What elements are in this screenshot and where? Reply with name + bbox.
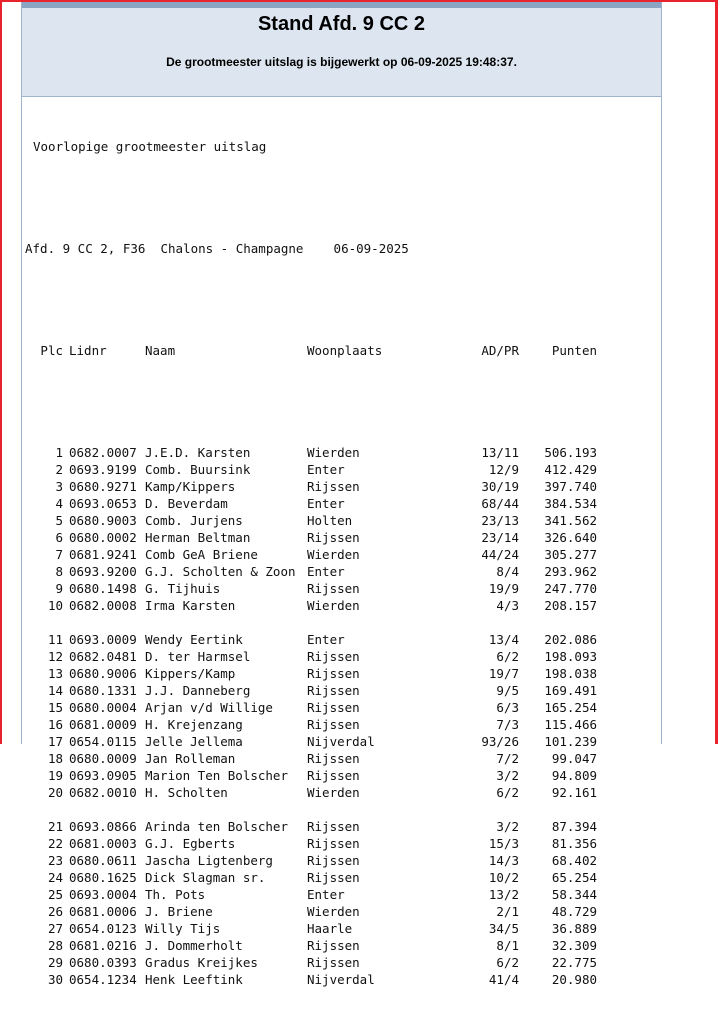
city-cell: Rijssen — [307, 751, 360, 766]
results-panel — [21, 2, 662, 987]
city-cell: Rijssen — [307, 819, 360, 834]
points-cell: 32.309 — [551, 938, 597, 953]
adpr-cell: 14/3 — [488, 853, 519, 868]
window-frame-left — [0, 0, 2, 744]
name-cell: Comb GeA Briene — [145, 547, 258, 562]
lidnr-cell: 0682.0010 — [69, 785, 137, 800]
name-cell: Dick Slagman sr. — [145, 870, 266, 885]
place-cell: 8 — [55, 564, 63, 579]
place-cell: 7 — [55, 547, 63, 562]
points-cell: 506.193 — [544, 445, 597, 460]
place-cell: 11 — [47, 632, 63, 647]
column-header-woonplaats: Woonplaats — [307, 343, 383, 358]
name-cell: H. Scholten — [145, 785, 228, 800]
race-info: Afd. 9 CC 2, F36 Chalons - Champagne 06-09-2025 — [25, 241, 409, 256]
place-cell: 17 — [47, 734, 63, 749]
adpr-cell: 8/4 — [496, 564, 519, 579]
lidnr-cell: 0680.0393 — [69, 955, 137, 970]
adpr-cell: 7/3 — [496, 717, 519, 732]
adpr-cell: 30/19 — [481, 479, 519, 494]
city-cell: Rijssen — [307, 530, 360, 545]
name-cell: Marion Ten Bolscher — [145, 768, 288, 783]
place-cell: 30 — [47, 972, 63, 987]
adpr-cell: 12/9 — [488, 462, 519, 477]
table-row — [25, 750, 597, 767]
city-cell: Nijverdal — [307, 734, 375, 749]
lidnr-cell: 0680.1498 — [69, 581, 137, 596]
table-row — [25, 699, 597, 716]
place-cell: 12 — [47, 649, 63, 664]
place-cell: 5 — [55, 513, 63, 528]
table-row — [25, 631, 597, 648]
adpr-cell: 2/1 — [496, 904, 519, 919]
place-cell: 18 — [47, 751, 63, 766]
name-cell: J.E.D. Karsten — [145, 445, 251, 460]
lidnr-cell: 0680.1625 — [69, 870, 137, 885]
table-row — [25, 937, 597, 954]
page-title: Stand Afd. 9 CC 2 — [257, 13, 426, 35]
adpr-cell: 6/2 — [496, 955, 519, 970]
table-row — [25, 818, 597, 835]
name-cell: H. Krejenzang — [145, 717, 243, 732]
place-cell: 29 — [47, 955, 63, 970]
city-cell: Wierden — [307, 445, 360, 460]
points-cell: 293.962 — [544, 564, 597, 579]
adpr-cell: 15/3 — [488, 836, 519, 851]
adpr-cell: 19/9 — [488, 581, 519, 596]
table-row — [25, 563, 597, 580]
lidnr-cell: 0680.9003 — [69, 513, 137, 528]
city-cell: Enter — [307, 632, 345, 647]
lidnr-cell: 0680.9271 — [69, 479, 137, 494]
points-cell: 169.491 — [544, 683, 597, 698]
adpr-cell: 93/26 — [481, 734, 519, 749]
adpr-cell: 6/2 — [496, 785, 519, 800]
place-cell: 25 — [47, 887, 63, 902]
adpr-cell: 23/14 — [481, 530, 519, 545]
points-cell: 305.277 — [544, 547, 597, 562]
adpr-cell: 8/1 — [496, 938, 519, 953]
adpr-cell: 3/2 — [496, 819, 519, 834]
name-cell: Irma Karsten — [145, 598, 236, 613]
adpr-cell: 44/24 — [481, 547, 519, 562]
name-cell: J. Briene — [145, 904, 213, 919]
adpr-cell: 6/3 — [496, 700, 519, 715]
column-header-punten: Punten — [551, 343, 597, 358]
column-header-row — [25, 342, 597, 359]
city-cell: Holten — [307, 513, 353, 528]
group-spacer — [25, 801, 597, 818]
table-row — [25, 546, 597, 563]
table-row — [25, 444, 597, 461]
name-cell: J. Dommerholt — [145, 938, 243, 953]
points-cell: 208.157 — [544, 598, 597, 613]
place-cell: 23 — [47, 853, 63, 868]
table-row — [25, 733, 597, 750]
city-cell: Enter — [307, 564, 345, 579]
name-cell: Arinda ten Bolscher — [145, 819, 288, 834]
lidnr-cell: 0680.9006 — [69, 666, 137, 681]
city-cell: Rijssen — [307, 836, 360, 851]
lidnr-cell: 0693.9199 — [69, 462, 137, 477]
lidnr-cell: 0693.9200 — [69, 564, 137, 579]
group-spacer — [25, 614, 597, 631]
name-cell: Henk Leeftink — [145, 972, 243, 987]
table-row — [25, 665, 597, 682]
table-row — [25, 869, 597, 886]
lidnr-cell: 0680.0004 — [69, 700, 137, 715]
name-cell: Herman Beltman — [145, 530, 251, 545]
name-cell: D. ter Harmsel — [145, 649, 251, 664]
name-cell: Gradus Kreijkes — [145, 955, 258, 970]
adpr-cell: 13/11 — [481, 445, 519, 460]
lidnr-cell: 0680.1331 — [69, 683, 137, 698]
place-cell: 14 — [47, 683, 63, 698]
points-cell: 68.402 — [551, 853, 597, 868]
place-cell: 13 — [47, 666, 63, 681]
place-cell: 20 — [47, 785, 63, 800]
points-cell: 94.809 — [551, 768, 597, 783]
city-cell: Rijssen — [307, 768, 360, 783]
points-cell: 165.254 — [544, 700, 597, 715]
points-cell: 341.562 — [544, 513, 597, 528]
lidnr-cell: 0654.0123 — [69, 921, 137, 936]
place-cell: 21 — [47, 819, 63, 834]
city-cell: Rijssen — [307, 683, 360, 698]
name-cell: Willy Tijs — [145, 921, 221, 936]
points-cell: 412.429 — [544, 462, 597, 477]
lidnr-cell: 0693.0653 — [69, 496, 137, 511]
adpr-cell: 13/4 — [488, 632, 519, 647]
column-header-naam: Naam — [145, 343, 176, 358]
points-cell: 58.344 — [551, 887, 597, 902]
report-heading: Voorlopige grootmeester uitslag — [33, 139, 267, 154]
lidnr-cell: 0682.0008 — [69, 598, 137, 613]
table-row — [25, 648, 597, 665]
name-cell: Comb. Jurjens — [145, 513, 243, 528]
city-cell: Haarle — [307, 921, 353, 936]
points-cell: 326.640 — [544, 530, 597, 545]
adpr-cell: 13/2 — [488, 887, 519, 902]
table-row — [25, 597, 597, 614]
lidnr-cell: 0693.0004 — [69, 887, 137, 902]
city-cell: Wierden — [307, 904, 360, 919]
name-cell: Arjan v/d Willige — [145, 700, 273, 715]
adpr-cell: 34/5 — [488, 921, 519, 936]
name-cell: Jascha Ligtenberg — [145, 853, 273, 868]
points-cell: 115.466 — [544, 717, 597, 732]
results-rows — [25, 444, 597, 988]
city-cell: Enter — [307, 887, 345, 902]
spacer — [25, 189, 597, 206]
city-cell: Wierden — [307, 785, 360, 800]
place-cell: 26 — [47, 904, 63, 919]
city-cell: Rijssen — [307, 870, 360, 885]
name-cell: Comb. Buursink — [145, 462, 251, 477]
city-cell: Wierden — [307, 547, 360, 562]
lidnr-cell: 0681.9241 — [69, 547, 137, 562]
lidnr-cell: 0681.0006 — [69, 904, 137, 919]
lidnr-cell: 0682.0481 — [69, 649, 137, 664]
city-cell: Enter — [307, 496, 345, 511]
points-cell: 20.980 — [551, 972, 597, 987]
name-cell: Th. Pots — [145, 887, 206, 902]
table-row — [25, 478, 597, 495]
column-header-lidnr: Lidnr — [69, 343, 107, 358]
adpr-cell: 19/7 — [488, 666, 519, 681]
city-cell: Rijssen — [307, 938, 360, 953]
table-row — [25, 580, 597, 597]
city-cell: Wierden — [307, 598, 360, 613]
name-cell: G.J. Egberts — [145, 836, 236, 851]
update-notice: De grootmeester uitslag is bijgewerkt op 06-09-2025 19:48:37. — [166, 55, 517, 69]
table-row — [25, 716, 597, 733]
column-header-adpr: AD/PR — [481, 343, 519, 358]
points-cell: 81.356 — [551, 836, 597, 851]
city-cell: Rijssen — [307, 649, 360, 664]
name-cell: Kamp/Kippers — [145, 479, 236, 494]
lidnr-cell: 0680.0002 — [69, 530, 137, 545]
lidnr-cell: 0654.1234 — [69, 972, 137, 987]
adpr-cell: 3/2 — [496, 768, 519, 783]
name-cell: Jan Rolleman — [145, 751, 236, 766]
lidnr-cell: 0681.0003 — [69, 836, 137, 851]
points-cell: 202.086 — [544, 632, 597, 647]
points-cell: 101.239 — [544, 734, 597, 749]
lidnr-cell: 0680.0611 — [69, 853, 137, 868]
points-cell: 99.047 — [551, 751, 597, 766]
points-cell: 397.740 — [544, 479, 597, 494]
place-cell: 28 — [47, 938, 63, 953]
adpr-cell: 68/44 — [481, 496, 519, 511]
lidnr-cell: 0693.0905 — [69, 768, 137, 783]
table-row — [25, 495, 597, 512]
lidnr-cell: 0681.0009 — [69, 717, 137, 732]
city-cell: Rijssen — [307, 479, 360, 494]
place-cell: 6 — [55, 530, 63, 545]
name-cell: J.J. Danneberg — [145, 683, 251, 698]
city-cell: Rijssen — [307, 955, 360, 970]
lidnr-cell: 0654.0115 — [69, 734, 137, 749]
column-header-plc: Plc — [40, 343, 63, 358]
place-cell: 2 — [55, 462, 63, 477]
table-row — [25, 784, 597, 801]
lidnr-cell: 0682.0007 — [69, 445, 137, 460]
city-cell: Rijssen — [307, 666, 360, 681]
page-header — [22, 2, 661, 97]
points-cell: 48.729 — [551, 904, 597, 919]
table-row — [25, 835, 597, 852]
table-row — [25, 954, 597, 971]
lidnr-cell: 0693.0009 — [69, 632, 137, 647]
lidnr-cell: 0681.0216 — [69, 938, 137, 953]
place-cell: 15 — [47, 700, 63, 715]
table-row — [25, 529, 597, 546]
name-cell: D. Beverdam — [145, 496, 228, 511]
place-cell: 22 — [47, 836, 63, 851]
lidnr-cell: 0680.0009 — [69, 751, 137, 766]
place-cell: 1 — [55, 445, 63, 460]
table-row — [25, 886, 597, 903]
place-cell: 16 — [47, 717, 63, 732]
name-cell: Kippers/Kamp — [145, 666, 236, 681]
place-cell: 27 — [47, 921, 63, 936]
points-cell: 87.394 — [551, 819, 597, 834]
name-cell: Jelle Jellema — [145, 734, 243, 749]
city-cell: Rijssen — [307, 581, 360, 596]
name-cell: G. Tijhuis — [145, 581, 221, 596]
table-row — [25, 512, 597, 529]
points-cell: 198.038 — [544, 666, 597, 681]
lidnr-cell: 0693.0866 — [69, 819, 137, 834]
points-cell: 22.775 — [551, 955, 597, 970]
points-cell: 92.161 — [551, 785, 597, 800]
place-cell: 4 — [55, 496, 63, 511]
city-cell: Enter — [307, 462, 345, 477]
points-cell: 36.889 — [551, 921, 597, 936]
adpr-cell: 41/4 — [488, 972, 519, 987]
table-row — [25, 852, 597, 869]
name-cell: G.J. Scholten & Zoon — [145, 564, 296, 579]
table-row — [25, 920, 597, 937]
place-cell: 9 — [55, 581, 63, 596]
adpr-cell: 9/5 — [496, 683, 519, 698]
name-cell: Wendy Eertink — [145, 632, 243, 647]
spacer — [25, 393, 597, 410]
adpr-cell: 10/2 — [488, 870, 519, 885]
city-cell: Rijssen — [307, 853, 360, 868]
place-cell: 19 — [47, 768, 63, 783]
adpr-cell: 7/2 — [496, 751, 519, 766]
table-row — [25, 461, 597, 478]
points-cell: 247.770 — [544, 581, 597, 596]
table-row — [25, 767, 597, 784]
city-cell: Rijssen — [307, 717, 360, 732]
adpr-cell: 4/3 — [496, 598, 519, 613]
place-cell: 3 — [55, 479, 63, 494]
adpr-cell: 23/13 — [481, 513, 519, 528]
points-cell: 384.534 — [544, 496, 597, 511]
table-row — [25, 903, 597, 920]
table-row — [25, 682, 597, 699]
points-cell: 198.093 — [544, 649, 597, 664]
city-cell: Nijverdal — [307, 972, 375, 987]
points-cell: 65.254 — [551, 870, 597, 885]
adpr-cell: 6/2 — [496, 649, 519, 664]
place-cell: 24 — [47, 870, 63, 885]
table-row — [25, 971, 597, 988]
city-cell: Rijssen — [307, 700, 360, 715]
place-cell: 10 — [47, 598, 63, 613]
spacer — [25, 291, 597, 308]
results-report — [25, 104, 597, 1022]
